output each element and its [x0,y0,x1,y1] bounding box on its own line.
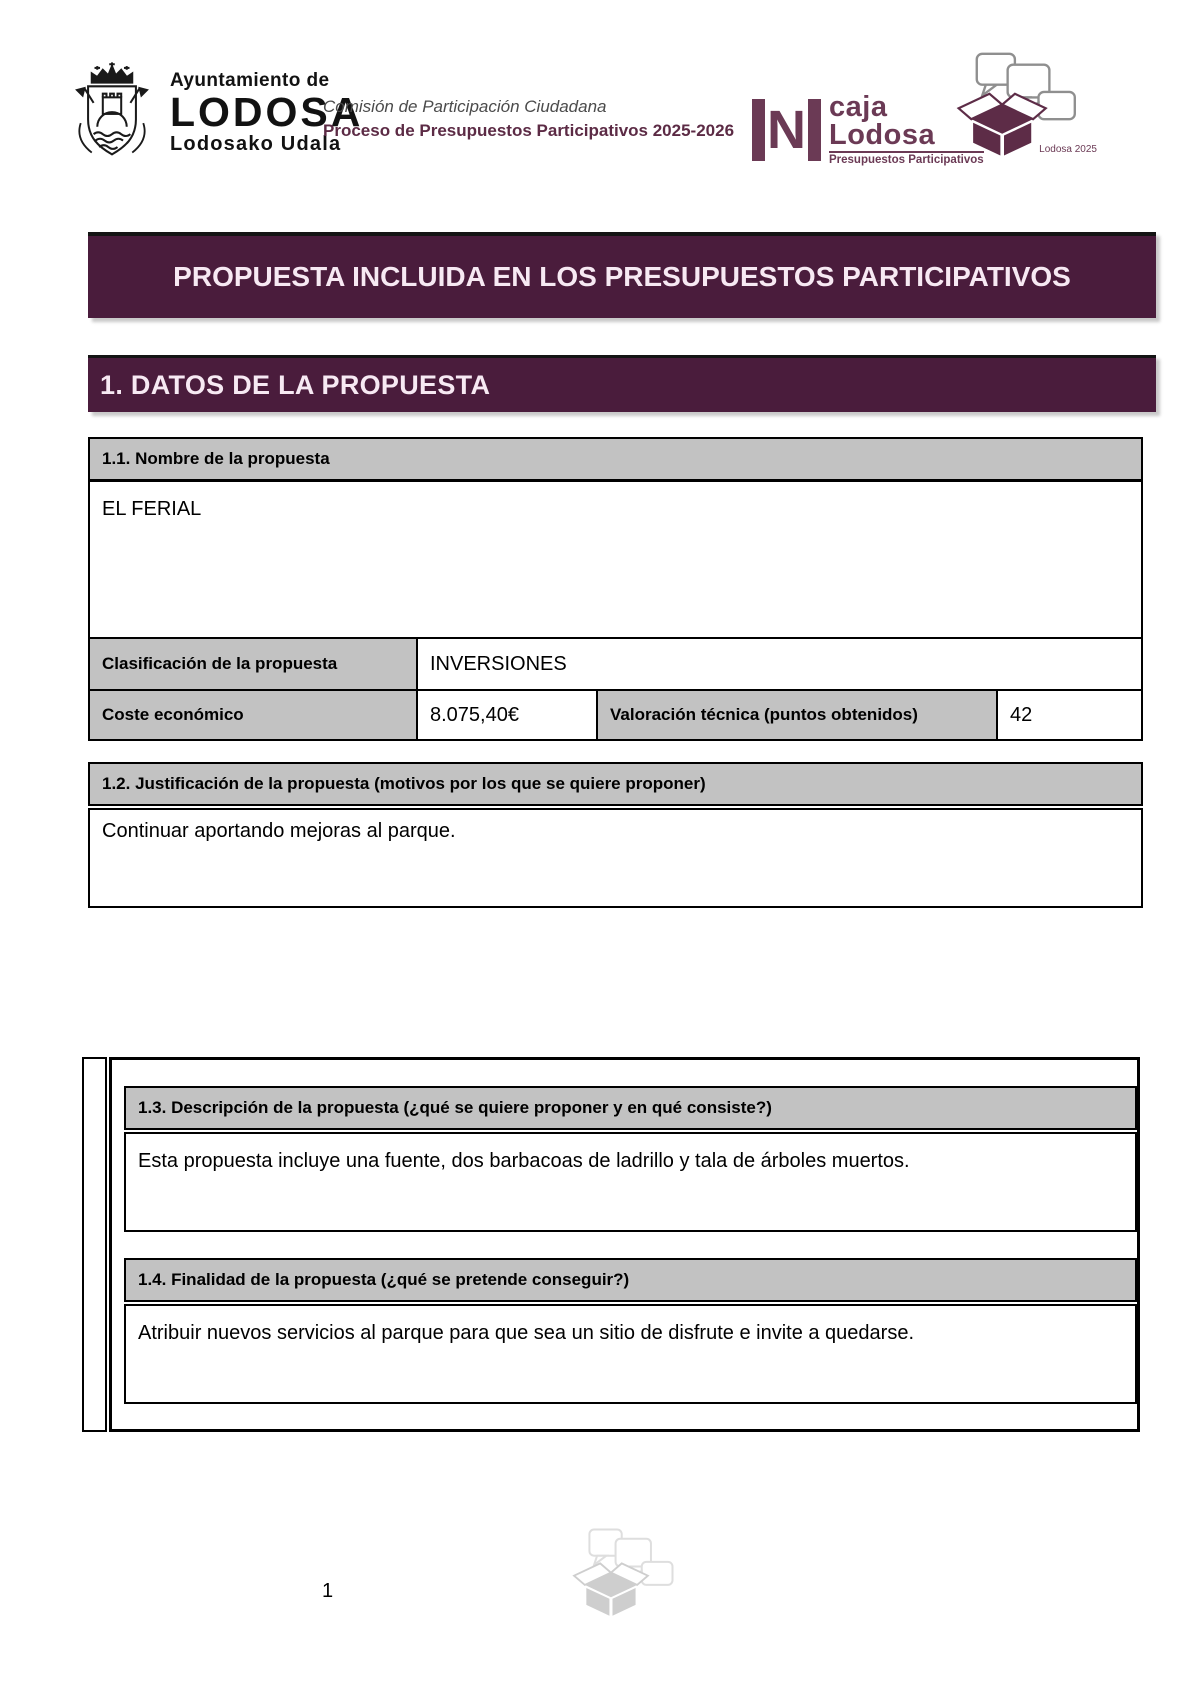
cost-value-cell [418,691,598,739]
classification-value-cell [418,639,1141,689]
left-margin-strip [82,1057,107,1432]
municipality-line1: Ayuntamiento de [170,70,330,91]
municipality-line3: Lodosako Udala [170,133,342,155]
score-label-cell [598,691,998,739]
q12-answer-row [88,808,1143,908]
proposal-data-table [88,437,1143,741]
q14-header-row [124,1258,1137,1302]
logo-subtitle: Presupuestos Participativos [829,151,984,166]
cost-value: 8.075,40€ [430,703,519,726]
classification-label-cell [90,639,418,689]
classification-row [90,637,1141,689]
score-value-cell [998,691,1141,739]
q13-answer-row [124,1132,1137,1232]
q11-header-row [90,439,1141,482]
caja-lodosa-logo [752,52,1097,172]
q11-answer-row [90,482,1141,637]
score-value: 42 [1010,703,1033,726]
watermark-ballot-box-icon [545,1528,680,1628]
q12-table [88,762,1143,908]
q14-value: Atribuir nuevos servicios al parque para que sea un sitio de disfrute e invite a quedarse. [138,1322,915,1344]
municipality-line2: LODOSA [170,89,364,135]
q13-label: 1.3. Descripción de la propuesta (¿qué se quiere proponer y en qué consiste?) [138,1098,772,1117]
municipality-logo [66,62,363,164]
cost-label-cell [90,691,418,739]
nested-section-container [109,1057,1140,1432]
cost-label: Coste económico [102,705,244,724]
header-subtitle-block [323,97,753,141]
q14-label: 1.4. Finalidad de la propuesta (¿qué se pretende conseguir?) [138,1270,630,1289]
classification-label: Clasificación de la propuesta [102,654,338,673]
proposal-name-value: EL FERIAL [102,498,202,520]
document-title: PROPUESTA INCLUIDA EN LOS PRESUPUESTOS PARTICIPATIVOS [173,260,1071,292]
q14-answer-row [124,1304,1137,1404]
logo-letter-n: N [767,100,806,161]
q13-value: Esta propuesta incluye una fuente, dos barbacoas de ladrillo y tala de árboles muertos. [138,1150,910,1172]
left-bracket-icon [752,99,765,161]
q11-label: 1.1. Nombre de la propuesta [102,449,330,468]
section1-title: 1. DATOS DE LA PROPUESTA [100,369,491,400]
section1-banner [88,355,1156,412]
lodosa-coat-of-arms-icon [66,62,158,164]
spacer [124,1232,1137,1258]
q13-header-row [124,1086,1137,1130]
page-number: 1 [322,1580,334,1602]
classification-value: INVERSIONES [430,652,567,675]
q12-value: Continuar aportando mejoras al parque. [102,820,456,842]
q14-table [124,1258,1137,1404]
process-name: Proceso de Presupuestos Participativos 2025-2026 [323,121,735,140]
score-label: Valoración técnica (puntos obtenidos) [610,705,918,724]
right-bracket-icon [808,99,821,161]
q12-label: 1.2. Justificación de la propuesta (motivos por los que se quiere proponer) [102,774,706,793]
commission-name: Comisión de Participación Ciudadana [323,97,607,116]
logo-word-caja: caja [829,91,888,123]
q12-header-row [88,762,1143,806]
main-title-banner [88,232,1156,318]
logo-tagline: Lodosa 2025 [1039,144,1097,155]
logo-word-lodosa: Lodosa [829,118,936,151]
cost-row [90,689,1141,739]
q13-table [124,1086,1137,1232]
